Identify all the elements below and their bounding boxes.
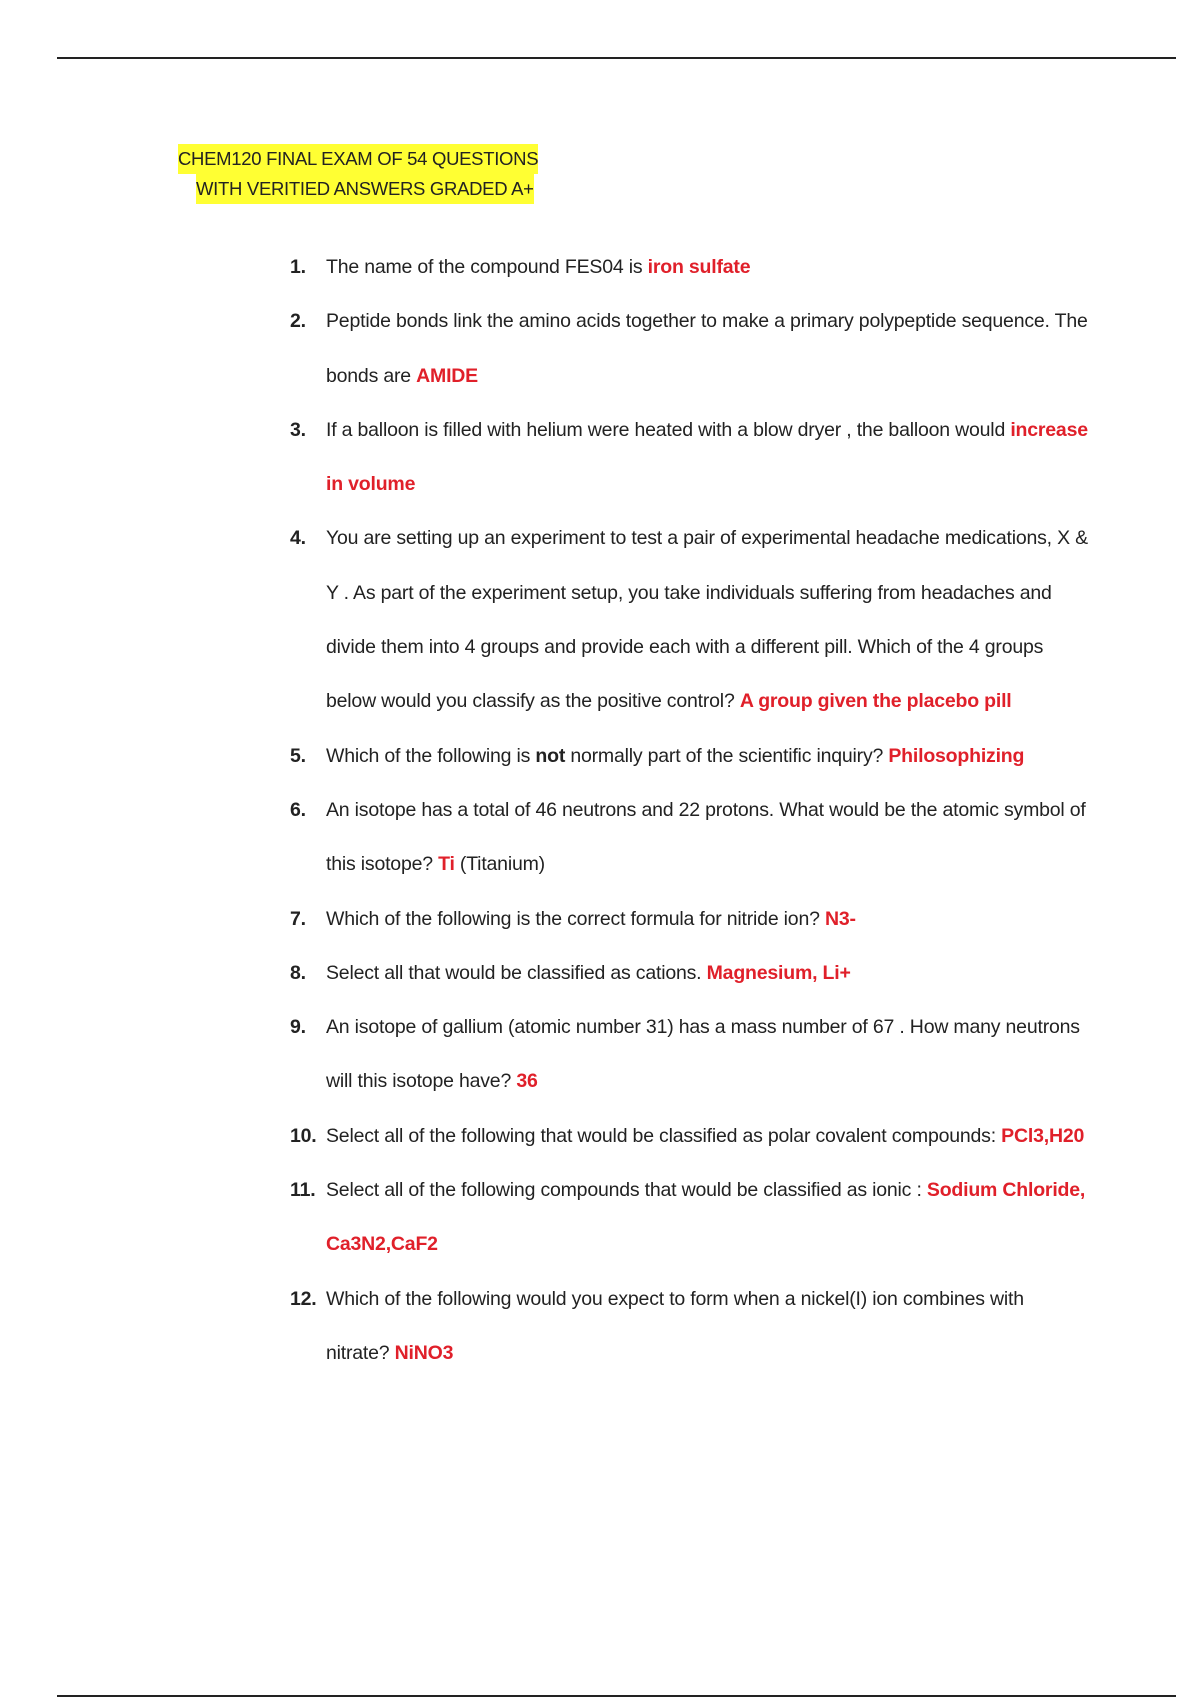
question-number: 5. — [290, 744, 306, 767]
question-item — [290, 1163, 1090, 1272]
bottom-rule — [57, 1695, 1176, 1697]
question-item — [290, 783, 1090, 892]
question-item — [290, 403, 1090, 512]
question-item — [290, 892, 1090, 946]
answer-text: Philosophizing — [888, 744, 1025, 767]
question-text: Select all of the following that would be classified as polar covalent compounds: — [326, 1124, 1002, 1147]
question-number: 9. — [290, 1016, 306, 1039]
question-item — [290, 511, 1090, 728]
question-text: Which of the following is the correct formula for nitride ion? — [326, 907, 825, 930]
answer-text: A group given the placebo pill — [739, 690, 1012, 713]
question-item — [290, 1000, 1090, 1109]
question-text-post: normally part of the scientific inquiry? — [565, 744, 889, 767]
question-number: 4. — [290, 527, 306, 550]
answer-text: 36 — [516, 1070, 538, 1093]
question-number: 1. — [290, 256, 306, 278]
answer-text: increase in volume — [326, 418, 1088, 496]
answer-text: iron sulfate — [647, 256, 751, 278]
question-item — [290, 946, 1090, 1000]
answer-text: Sodium Chloride, Ca3N2,CaF2 — [326, 1179, 1086, 1256]
top-rule — [57, 57, 1176, 59]
answer-text: N3- — [824, 907, 856, 930]
question-item — [290, 240, 1090, 294]
question-item — [290, 1272, 1090, 1381]
answer-tail: (Titanium) — [454, 853, 545, 876]
question-text: An isotope of gallium (atomic number 31) has a mass number of 67 . How many neutrons will this isotope have? — [326, 1016, 1080, 1093]
question-number: 2. — [290, 310, 306, 333]
question-number: 3. — [290, 418, 306, 441]
question-number: 11. — [290, 1179, 316, 1202]
question-number: 7. — [290, 907, 306, 930]
answer-text: AMIDE — [416, 364, 478, 387]
answer-text: PCl3,H20 — [1001, 1124, 1085, 1147]
document-title — [178, 144, 538, 204]
title-line-2: WITH VERITIED ANSWERS GRADED A+ — [196, 174, 534, 204]
title-line-1: CHEM120 FINAL EXAM OF 54 QUESTIONS — [178, 144, 538, 174]
question-text: Select all that would be classified as cations. — [326, 961, 707, 984]
answer-text: Magnesium, Li+ — [706, 961, 851, 984]
answer-text: Ti — [438, 853, 455, 876]
question-list — [290, 240, 1090, 1380]
question-number: 10. — [290, 1124, 317, 1147]
question-item — [290, 294, 1090, 403]
question-text-bold: not — [535, 744, 566, 767]
answer-text: NiNO3 — [394, 1341, 454, 1364]
question-text: The name of the compound FES04 is — [326, 256, 648, 278]
question-text: You are setting up an experiment to test a pair of experimental headache medications, X & Y . As part of the experiment setup, you take individuals suffering from headaches and divide them into 4 groups and provide each with a different pill. Which of the 4 groups below would you classify as the positive control? — [326, 527, 1088, 713]
question-item — [290, 729, 1090, 783]
question-text: An isotope has a total of 46 neutrons and 22 protons. What would be the atomic symbol of this isotope? — [326, 798, 1086, 876]
question-text-pre: Which of the following is — [326, 744, 536, 767]
question-text: Select all of the following compounds that would be classified as ionic : — [326, 1179, 927, 1202]
question-text: If a balloon is filled with helium were heated with a blow dryer , the balloon would — [326, 418, 1011, 441]
question-text: Peptide bonds link the amino acids together to make a primary polypeptide sequence. The bonds are — [326, 310, 1088, 387]
question-text: Which of the following would you expect to form when a nickel(I) ion combines with nitrate? — [326, 1287, 1024, 1364]
question-number: 8. — [290, 961, 306, 984]
question-number: 12. — [290, 1287, 317, 1310]
question-item — [290, 1109, 1090, 1163]
question-number: 6. — [290, 798, 306, 821]
